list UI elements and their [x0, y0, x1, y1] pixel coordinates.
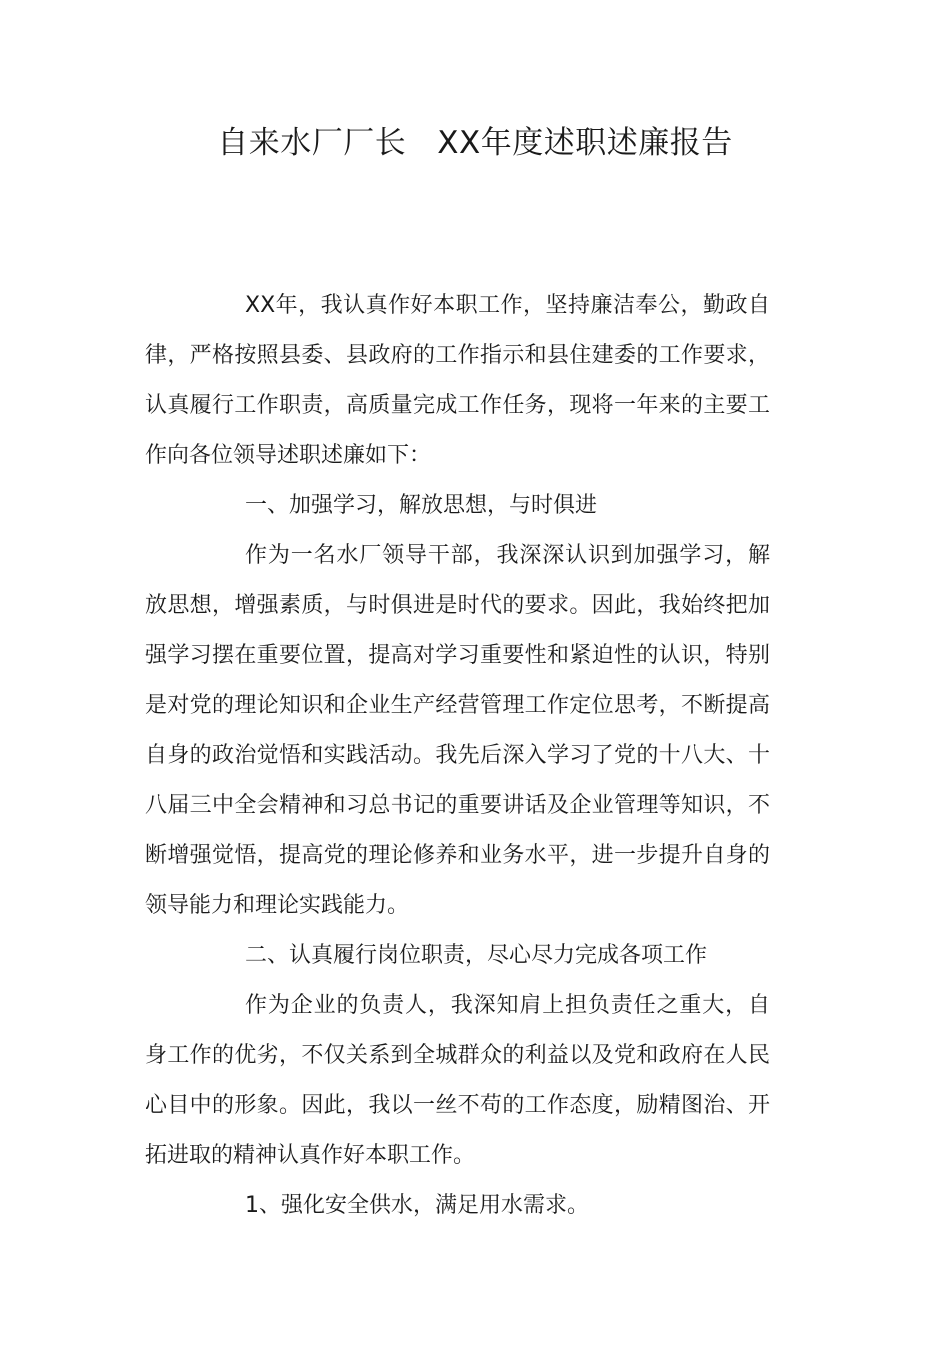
- document-body: [145, 281, 770, 1231]
- section-2-paragraph: 作为企业的负责人，我深知肩上担负责任之重大，自身工作的优劣，不仅关系到全城群众的利益以及党和政府在人民心目中的形象。因此，我以一丝不苟的工作态度，励精图治、开拓进取的精神认真作好本职工作。: [145, 993, 770, 1168]
- subsection-heading-1: 1、强化安全供水，满足用水需求。: [245, 1193, 589, 1218]
- intro-paragraph: XX年，我认真作好本职工作，坚持廉洁奉公，勤政自律，严格按照县委、县政府的工作指示和县住建委的工作要求，认真履行工作职责，高质量完成工作任务，现将一年来的主要工作向各位领导述职述廉如下：: [145, 293, 770, 468]
- document-title: 自来水厂厂长 XX年度述职述廉报告: [217, 125, 733, 161]
- section-1-paragraph: 作为一名水厂领导干部，我深深认识到加强学习，解放思想，增强素质，与时俱进是时代的要求。因此，我始终把加强学习摆在重要位置，提高对学习重要性和紧迫性的认识，特别是对党的理论知识和企业生产经营管理工作定位思考，不断提高自身的政治觉悟和实践活动。我先后深入学习了党的十八大、十八届三中全会精神和习总书记的重要讲话及企业管理等知识，不断增强觉悟，提高党的理论修养和业务水平，进一步提升自身的领导能力和理论实践能力。: [145, 543, 770, 918]
- section-heading-1: 一、加强学习，解放思想，与时俱进: [245, 493, 598, 518]
- section-heading-2: 二、认真履行岗位职责，尽心尽力完成各项工作: [245, 943, 708, 968]
